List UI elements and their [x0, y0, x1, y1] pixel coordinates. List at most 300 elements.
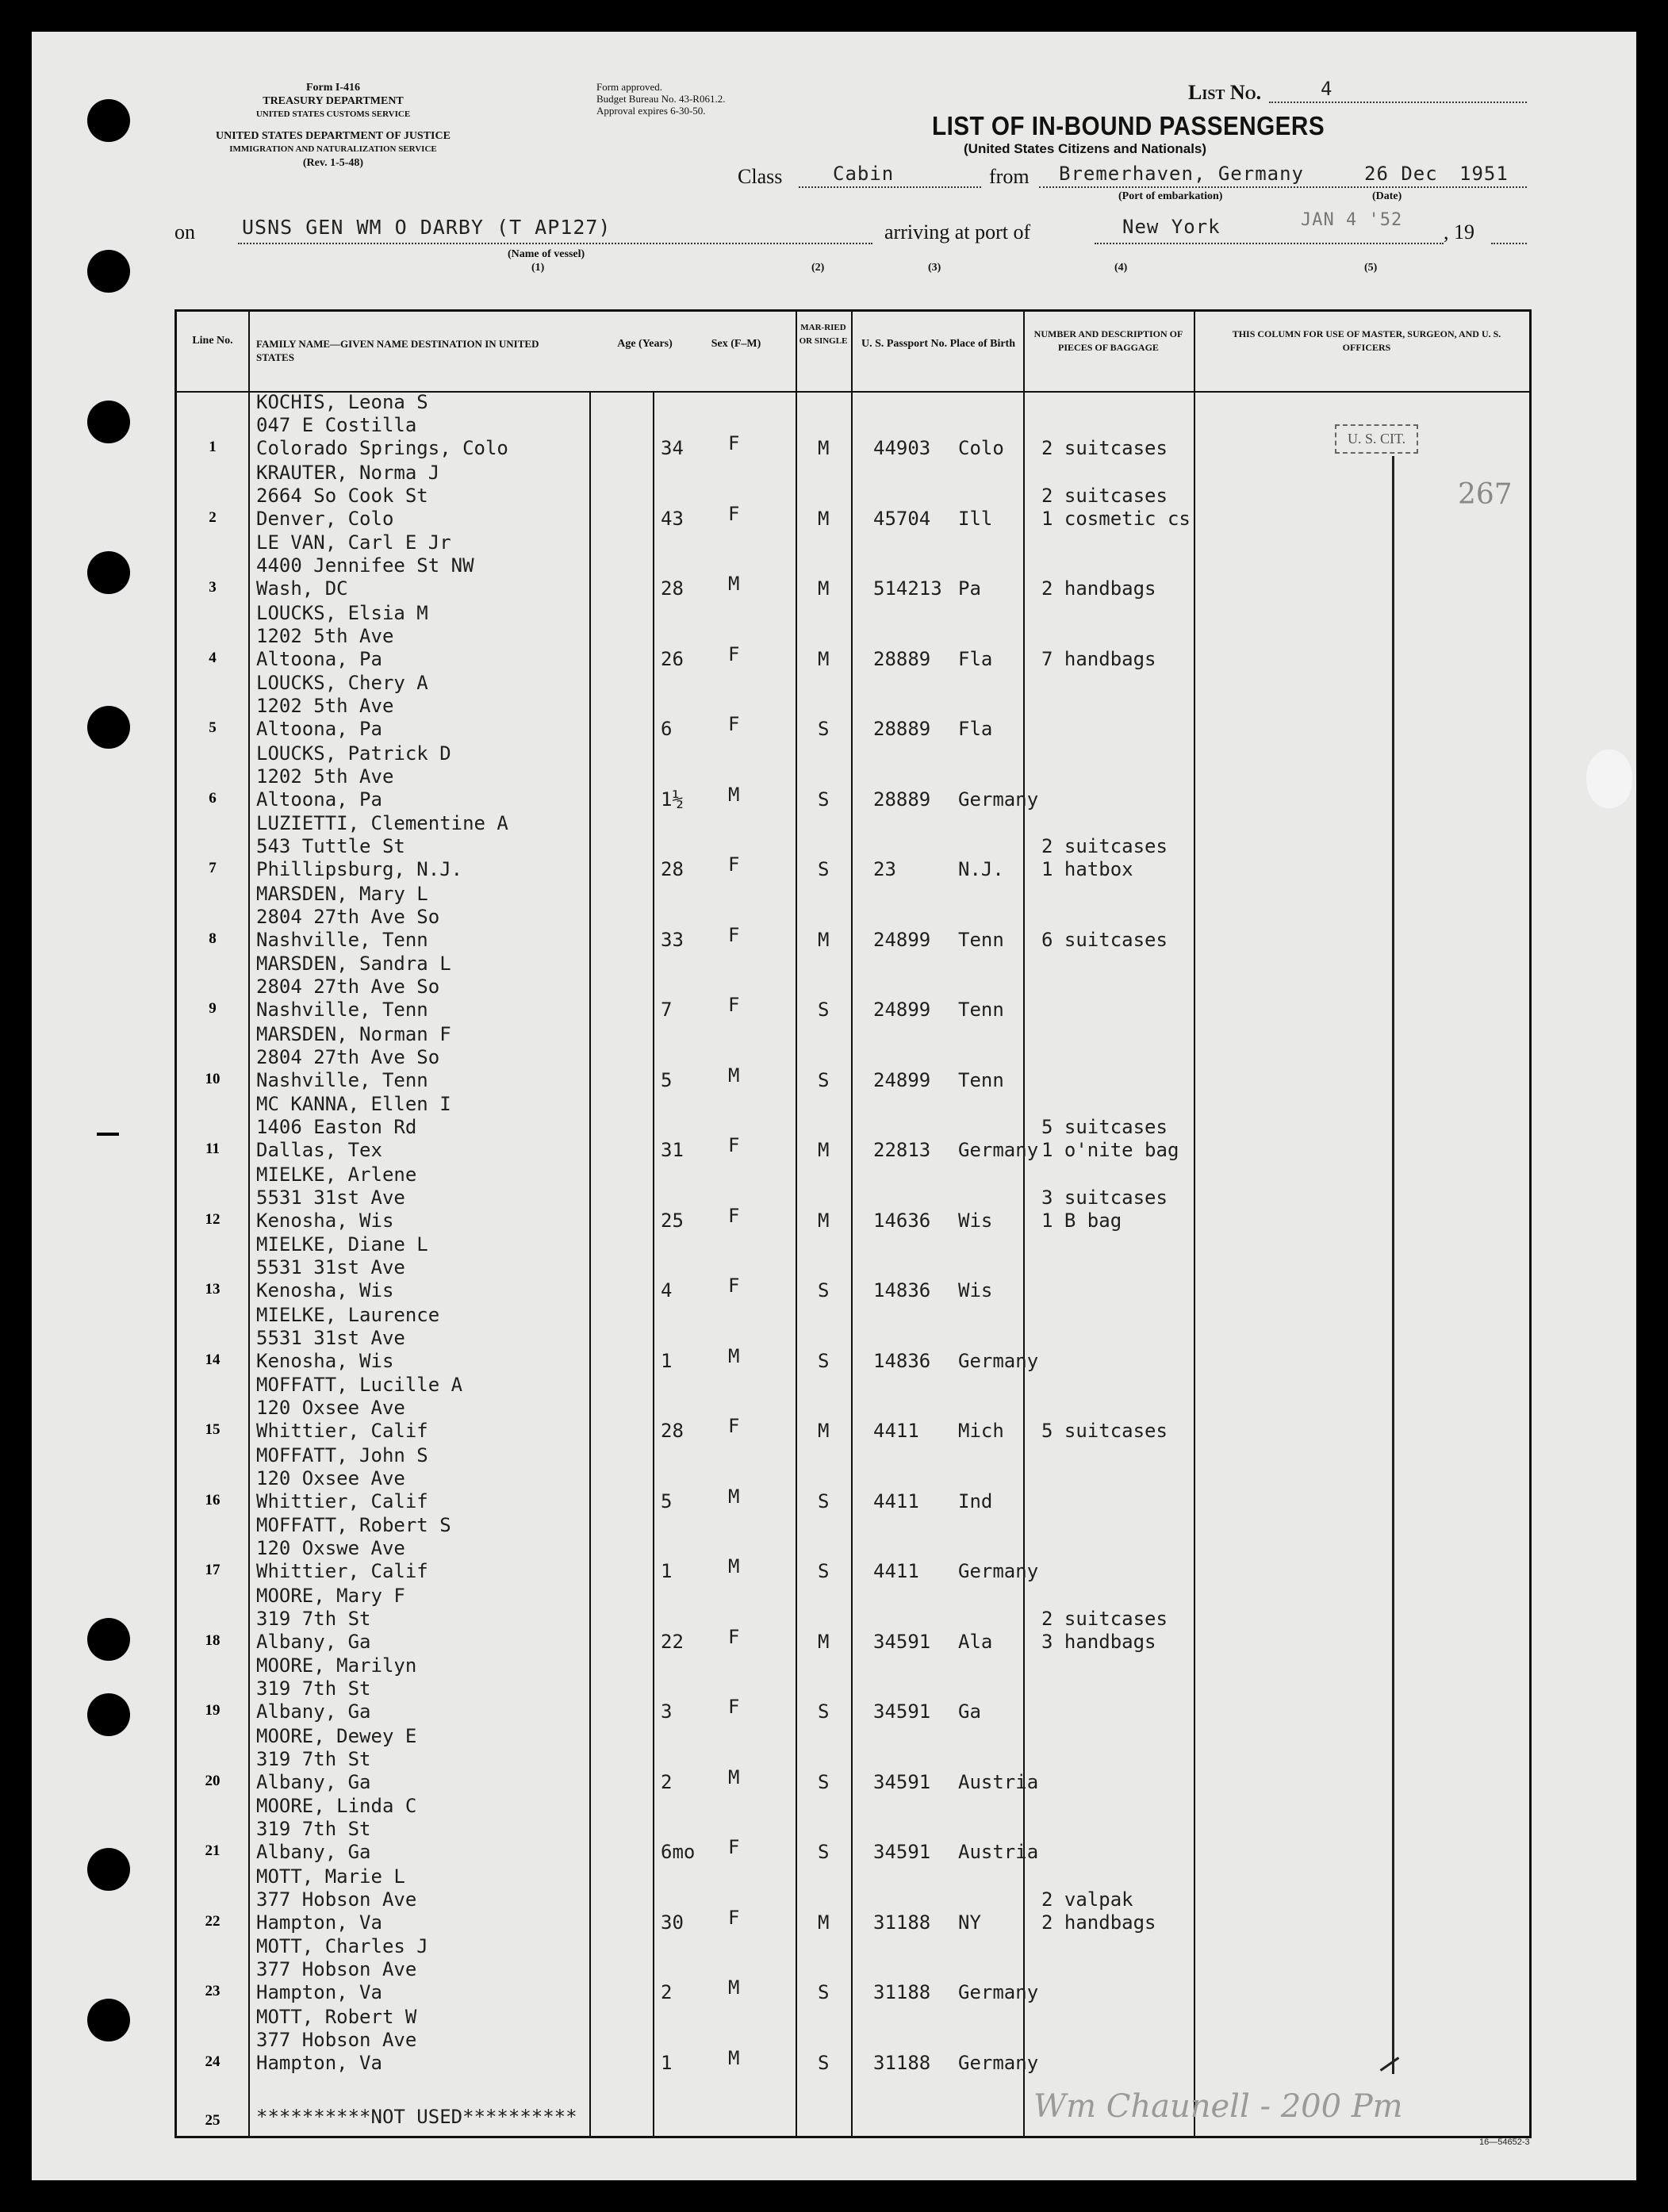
sex: F [728, 853, 740, 876]
place-of-birth: Pa [958, 577, 981, 600]
port-embarkation: Bremerhaven, Germany [1059, 163, 1304, 185]
destination-address: 5531 31st Ave [256, 1186, 405, 1209]
passport-number: 4411 [873, 1489, 919, 1512]
col-header-baggage: NUMBER AND DESCRIPTION OF PIECES OF BAGGAGE [1033, 328, 1183, 353]
passport-number: 28889 [873, 647, 931, 670]
revision: (Rev. 1-5-48) [302, 157, 364, 169]
list-no-underline [1269, 102, 1527, 103]
year-prefix: , 19 [1444, 220, 1474, 243]
age: 31 [661, 1139, 684, 1161]
age: 7 [661, 999, 673, 1021]
vessel-caption: (Name of vessel) [508, 248, 585, 260]
line-number: 16 [205, 1491, 220, 1509]
approval-note [596, 81, 725, 117]
line-number: 10 [205, 1070, 220, 1087]
manifest-page [32, 32, 1636, 2180]
destination-address: 2664 So Cook St [256, 484, 428, 507]
binder-hole [87, 99, 130, 142]
line-number: 18 [205, 1631, 220, 1649]
passenger-name: LUZIETTI, Clementine A [256, 812, 508, 834]
destination-city: Altoona, Pa [256, 647, 382, 670]
destination-city: Kenosha, Wis [256, 1279, 394, 1302]
destination-city: Denver, Colo [256, 507, 394, 530]
baggage-line-1: 2 suitcases [1041, 1607, 1168, 1630]
arriving-label: arriving at port of [884, 220, 1031, 243]
age: 6mo [661, 1841, 696, 1863]
passport-number: 28889 [873, 718, 931, 740]
marital-status: M [818, 1630, 830, 1653]
destination-city: Albany, Ga [256, 1841, 371, 1863]
place-of-birth: Tenn [958, 928, 1004, 951]
place-of-birth: Tenn [958, 999, 1004, 1021]
destination-address: 319 7th St [256, 1818, 371, 1840]
passport-number: 31188 [873, 1981, 931, 2003]
year-underline [1491, 243, 1527, 244]
ins-service: IMMIGRATION AND NATURALIZATION SERVICE [229, 144, 437, 154]
table-row [177, 1304, 1529, 1374]
marital-status: M [818, 1911, 830, 1934]
age: 5 [661, 1068, 673, 1091]
date-caption: (Date) [1372, 190, 1402, 202]
destination-city: Nashville, Tenn [256, 928, 428, 951]
passport-number: 34591 [873, 1770, 931, 1793]
table-row [177, 391, 1529, 462]
destination-address: 120 Oxswe Ave [256, 1537, 405, 1559]
table-row [177, 1654, 1529, 1725]
place-of-birth: Fla [958, 647, 993, 670]
binder-hole [87, 1999, 130, 2041]
form-number: Form I-416 [305, 82, 361, 94]
marital-status: S [818, 1068, 830, 1091]
age: 4 [661, 1279, 673, 1302]
destination-address: 377 Hobson Ave [256, 1958, 417, 1980]
passport-number: 31188 [873, 1911, 931, 1934]
form-title: LIST OF IN-BOUND PASSENGERS [932, 111, 1325, 140]
not-used-note: **********NOT USED********** [256, 2106, 577, 2128]
binder-hole [87, 1693, 130, 1736]
destination-city: Hampton, Va [256, 2051, 382, 2074]
col-header-age: Age (Years) [617, 338, 673, 350]
place-of-birth: Ill [958, 507, 993, 530]
passenger-name: MIELKE, Diane L [256, 1233, 428, 1256]
binder-hole-right [1586, 749, 1632, 808]
marital-status: S [818, 1700, 830, 1723]
sex: F [728, 1836, 740, 1858]
table-row [177, 462, 1529, 532]
destination-address: 1406 Easton Rd [256, 1116, 417, 1138]
destination-city: Hampton, Va [256, 1911, 382, 1934]
table-row [177, 1935, 1529, 2006]
line-number: 1 [209, 439, 217, 455]
passenger-name: MOORE, Dewey E [256, 1724, 417, 1747]
baggage-line-1: 2 suitcases [1041, 484, 1168, 507]
line-number: 20 [205, 1772, 220, 1789]
marital-status: M [818, 1420, 830, 1442]
age: 1 [661, 1349, 673, 1372]
line-number: 2 [209, 508, 217, 526]
passenger-name: MARSDEN, Sandra L [256, 953, 451, 975]
place-of-birth: N.J. [958, 858, 1004, 880]
passenger-name: MOFFATT, Robert S [256, 1514, 451, 1536]
destination-address: 120 Oxsee Ave [256, 1466, 405, 1489]
sex: F [728, 1906, 740, 1929]
table-row [177, 602, 1529, 673]
destination-city: Albany, Ga [256, 1700, 371, 1723]
passenger-name: MOFFATT, Lucille A [256, 1374, 463, 1396]
on-label: on [174, 220, 195, 243]
passenger-name: MARSDEN, Norman F [256, 1022, 451, 1045]
passenger-name: LOUCKS, Patrick D [256, 742, 451, 765]
age: 30 [661, 1911, 684, 1934]
marital-status: S [818, 858, 830, 880]
destination-address: 319 7th St [256, 1747, 371, 1770]
age: 6 [661, 718, 673, 740]
baggage-line-2: 5 suitcases [1041, 1420, 1168, 1442]
destination-address: 377 Hobson Ave [256, 2028, 417, 2051]
vessel-underline [238, 243, 872, 244]
line-number: 22 [205, 1912, 220, 1930]
line-number: 7 [209, 860, 217, 876]
sex: F [728, 923, 740, 946]
line-number: 17 [205, 1562, 220, 1578]
colnum-1: (1) [531, 262, 545, 274]
destination-city: Colorado Springs, Colo [256, 437, 508, 459]
col-header-passport: U. S. Passport No. Place of Birth [861, 338, 1016, 350]
sex: F [728, 502, 740, 525]
age: 34 [661, 437, 684, 459]
passport-number: 34591 [873, 1841, 931, 1863]
table-row [177, 1093, 1529, 1164]
passport-number: 44903 [873, 437, 931, 459]
baggage-line-2: 1 cosmetic cs [1041, 507, 1191, 530]
age: 3 [661, 1700, 673, 1723]
approval-line: Approval expires 6-30-50. [596, 105, 706, 117]
marital-status: M [818, 647, 830, 670]
age: 25 [661, 1209, 684, 1232]
age: 22 [661, 1630, 684, 1653]
marital-status: S [818, 1279, 830, 1302]
place-of-birth: Germany [958, 1349, 1039, 1372]
binder-hole [87, 706, 130, 749]
marital-status: S [818, 999, 830, 1021]
passport-number: 14636 [873, 1209, 931, 1232]
us-citizen-stamp: U. S. CIT. [1335, 424, 1418, 454]
binder-hole [87, 401, 130, 443]
age: 1½ [661, 788, 684, 811]
passport-number: 24899 [873, 999, 931, 1021]
destination-city: Nashville, Tenn [256, 1068, 428, 1091]
line-number: 13 [205, 1281, 220, 1298]
passport-number: 14836 [873, 1279, 931, 1302]
baggage-line-2: 2 suitcases [1041, 437, 1168, 459]
destination-city: Whittier, Calif [256, 1560, 428, 1582]
marital-status: M [818, 1139, 830, 1161]
baggage-line-2: 1 hatbox [1041, 858, 1133, 880]
passenger-name: MOTT, Charles J [256, 1935, 428, 1957]
destination-city: Wash, DC [256, 577, 348, 600]
col-header-sex: Sex (F–M) [711, 338, 761, 350]
table-row [177, 672, 1529, 742]
passenger-name: MIELKE, Laurence [256, 1303, 440, 1326]
binder-hole [87, 1848, 130, 1891]
table-row [177, 742, 1529, 813]
arrival-underline [1095, 243, 1444, 244]
col-header-officers: THIS COLUMN FOR USE OF MASTER, SURGEON, AND U. S. OFFICERS [1232, 328, 1501, 353]
embarkation-year: 1951 [1459, 163, 1509, 185]
passenger-name: MOORE, Marilyn [256, 1654, 417, 1677]
sex: F [728, 1204, 740, 1227]
destination-address: 1202 5th Ave [256, 765, 394, 788]
destination-city: Dallas, Tex [256, 1139, 382, 1161]
line-number: 3 [209, 579, 217, 596]
destination-city: Altoona, Pa [256, 788, 382, 811]
destination-address: 120 Oxsee Ave [256, 1397, 405, 1419]
place-of-birth: Tenn [958, 1068, 1004, 1091]
passenger-name: LOUCKS, Chery A [256, 672, 428, 694]
passenger-name: MOTT, Robert W [256, 2005, 417, 2028]
age: 43 [661, 507, 684, 530]
class-value: Cabin [833, 163, 895, 185]
count-mark: 267 [1458, 478, 1513, 511]
passenger-name: MOORE, Mary F [256, 1584, 405, 1607]
baggage-line-1: 5 suitcases [1041, 1116, 1168, 1138]
line-number: 5 [209, 719, 217, 736]
line-number: 4 [209, 649, 217, 666]
passport-number: 22813 [873, 1139, 931, 1161]
marital-status: S [818, 1841, 830, 1863]
baggage-line-2: 2 handbags [1041, 1911, 1156, 1934]
port-caption: (Port of embarkation) [1118, 190, 1223, 202]
colnum-5: (5) [1364, 262, 1378, 274]
sex: F [728, 642, 740, 665]
binder-hole [87, 1618, 130, 1661]
line-number: 9 [209, 1000, 217, 1017]
bracket-arrow [1392, 456, 1394, 2074]
table-row [177, 1725, 1529, 1796]
form-code: 16—54652-3 [1479, 2137, 1530, 2147]
place-of-birth: Germany [958, 1560, 1039, 1582]
passenger-name: MIELKE, Arlene [256, 1163, 417, 1186]
line-number: 8 [209, 930, 217, 947]
baggage-line-1: 3 suitcases [1041, 1186, 1168, 1209]
passenger-name: MOTT, Marie L [256, 1865, 405, 1888]
destination-city: Whittier, Calif [256, 1489, 428, 1512]
place-of-birth: Wis [958, 1279, 993, 1302]
passenger-table [174, 309, 1532, 2138]
age: 28 [661, 1420, 684, 1442]
baggage-line-2: 3 handbags [1041, 1630, 1156, 1653]
marital-status: S [818, 1770, 830, 1793]
line-number: 24 [205, 2053, 220, 2070]
place-of-birth: Fla [958, 718, 993, 740]
destination-city: Whittier, Calif [256, 1420, 428, 1442]
handwritten-signature: Wm Chaunell - 200 Pm [1033, 2088, 1403, 2125]
line-number: 21 [205, 1842, 220, 1859]
passport-number: 28889 [873, 788, 931, 811]
age: 28 [661, 858, 684, 880]
age: 33 [661, 928, 684, 951]
baggage-line-1: 2 valpak [1041, 1888, 1133, 1911]
marital-status: S [818, 1560, 830, 1582]
sex: F [728, 713, 740, 735]
destination-city: Albany, Ga [256, 1770, 371, 1793]
marital-status: M [818, 928, 830, 951]
destination-city: Kenosha, Wis [256, 1209, 394, 1232]
passport-number: 24899 [873, 1068, 931, 1091]
marital-status: M [818, 507, 830, 530]
vessel-name: USNS GEN WM O DARBY (T AP127) [242, 216, 612, 239]
age: 26 [661, 647, 684, 670]
destination-address: 1202 5th Ave [256, 624, 394, 647]
place-of-birth: Germany [958, 1139, 1039, 1161]
table-row [177, 883, 1529, 953]
binder-hole [87, 250, 130, 293]
sex: M [728, 1765, 740, 1788]
passport-number: 4411 [873, 1420, 919, 1442]
line-number: 14 [205, 1351, 220, 1368]
class-underline [799, 186, 981, 188]
marital-status: M [818, 437, 830, 459]
baggage-line-2: 7 handbags [1041, 647, 1156, 670]
col-header-married: MAR-RIED OR SINGLE [799, 323, 848, 346]
destination-city: Albany, Ga [256, 1630, 371, 1653]
sex: F [728, 432, 740, 454]
destination-address: 2804 27th Ave So [256, 1045, 440, 1068]
passenger-name: LOUCKS, Elsia M [256, 601, 428, 624]
binder-hole [87, 551, 130, 594]
sex: M [728, 2046, 740, 2069]
approval-line: Form approved. [596, 81, 663, 93]
passenger-name: MC KANNA, Ellen I [256, 1093, 451, 1115]
marital-status: M [818, 577, 830, 600]
age: 1 [661, 2051, 673, 2074]
line-number: 19 [205, 1702, 220, 1719]
from-underline [1039, 186, 1527, 188]
place-of-birth: Mich [958, 1420, 1004, 1442]
sex: M [728, 1976, 740, 1999]
sex: M [728, 1344, 740, 1367]
passenger-name: KOCHIS, Leona S [256, 391, 428, 413]
from-label: from [989, 165, 1030, 188]
justice-dept: UNITED STATES DEPARTMENT OF JUSTICE [216, 130, 451, 142]
passenger-name: MOORE, Linda C [256, 1795, 417, 1817]
table-row [177, 1233, 1529, 1304]
sex: M [728, 783, 740, 806]
table-row [177, 531, 1529, 602]
sex: F [728, 1134, 740, 1156]
table-row-unused [177, 2064, 1529, 2135]
marital-status: S [818, 1349, 830, 1372]
baggage-line-2: 1 o'nite bag [1041, 1139, 1179, 1161]
line-number: 25 [205, 2112, 220, 2129]
baggage-line-2: 6 suitcases [1041, 928, 1168, 951]
place-of-birth: Wis [958, 1209, 993, 1232]
arrival-date-stamp: JAN 4 '52 [1301, 210, 1403, 230]
place-of-birth: Germany [958, 1981, 1039, 2003]
sex: F [728, 1275, 740, 1297]
baggage-line-2: 1 B bag [1041, 1209, 1122, 1232]
destination-city: Nashville, Tenn [256, 999, 428, 1021]
destination-city: Kenosha, Wis [256, 1349, 394, 1372]
table-row [177, 1514, 1529, 1585]
table-row [177, 1374, 1529, 1444]
destination-city: Altoona, Pa [256, 718, 382, 740]
place-of-birth: NY [958, 1911, 981, 1934]
destination-address: 377 Hobson Ave [256, 1888, 417, 1911]
table-row [177, 812, 1529, 883]
passport-number: 34591 [873, 1630, 931, 1653]
passenger-name: LE VAN, Carl E Jr [256, 531, 451, 554]
sex: F [728, 1625, 740, 1648]
embarkation-date: 26 Dec [1364, 163, 1438, 185]
list-no-label: List No. [1188, 81, 1262, 104]
form-subtitle: (United States Citizens and Nationals) [964, 141, 1207, 156]
col-header-name: FAMILY NAME—GIVEN NAME DESTINATION IN UNITED STATES [256, 338, 539, 363]
table-row [177, 1865, 1529, 1936]
passenger-name: MARSDEN, Mary L [256, 882, 428, 905]
age: 2 [661, 1981, 673, 2003]
passport-number: 23 [873, 858, 896, 880]
col-header-line: Line No. [192, 335, 233, 347]
passport-number: 45704 [873, 507, 931, 530]
line-number: 12 [205, 1210, 220, 1228]
list-no-value: 4 [1321, 78, 1333, 100]
passport-number: 34591 [873, 1700, 931, 1723]
sex: F [728, 994, 740, 1016]
line-number: 6 [209, 789, 217, 807]
sex: M [728, 573, 740, 595]
colnum-4: (4) [1114, 262, 1128, 274]
sex: F [728, 1415, 740, 1437]
destination-address: 319 7th St [256, 1677, 371, 1700]
marital-status: S [818, 718, 830, 740]
destination-address: 543 Tuttle St [256, 835, 405, 857]
sex: F [728, 1696, 740, 1718]
marital-status: S [818, 2051, 830, 2074]
approval-line: Budget Bureau No. 43-R061.2. [596, 93, 726, 105]
passenger-name: KRAUTER, Norma J [256, 461, 440, 484]
destination-address: 4400 Jennifee St NW [256, 554, 474, 577]
table-row [177, 953, 1529, 1023]
table-row [177, 1023, 1529, 1094]
sex: M [728, 1064, 740, 1087]
line-number: 11 [205, 1141, 220, 1157]
destination-city: Phillipsburg, N.J. [256, 858, 463, 880]
marital-status: S [818, 788, 830, 811]
place-of-birth: Germany [958, 2051, 1039, 2074]
sex: M [728, 1485, 740, 1508]
colnum-3: (3) [928, 262, 941, 274]
passport-number: 14836 [873, 1349, 931, 1372]
place-of-birth: Ga [958, 1700, 981, 1723]
sex: M [728, 1555, 740, 1578]
destination-address: 5531 31st Ave [256, 1326, 405, 1349]
age: 1 [661, 1560, 673, 1582]
table-row [177, 1795, 1529, 1865]
destination-address: 2804 27th Ave So [256, 905, 440, 928]
place-of-birth: Germany [958, 788, 1039, 811]
destination-address: 5531 31st Ave [256, 1256, 405, 1279]
age: 28 [661, 577, 684, 600]
age: 2 [661, 1770, 673, 1793]
destination-city: Hampton, Va [256, 1981, 382, 2003]
table-row [177, 1444, 1529, 1515]
passport-number: 24899 [873, 928, 931, 951]
place-of-birth: Austria [958, 1841, 1039, 1863]
table-row [177, 1164, 1529, 1234]
table-row [177, 1585, 1529, 1655]
line-number: 15 [205, 1421, 220, 1438]
